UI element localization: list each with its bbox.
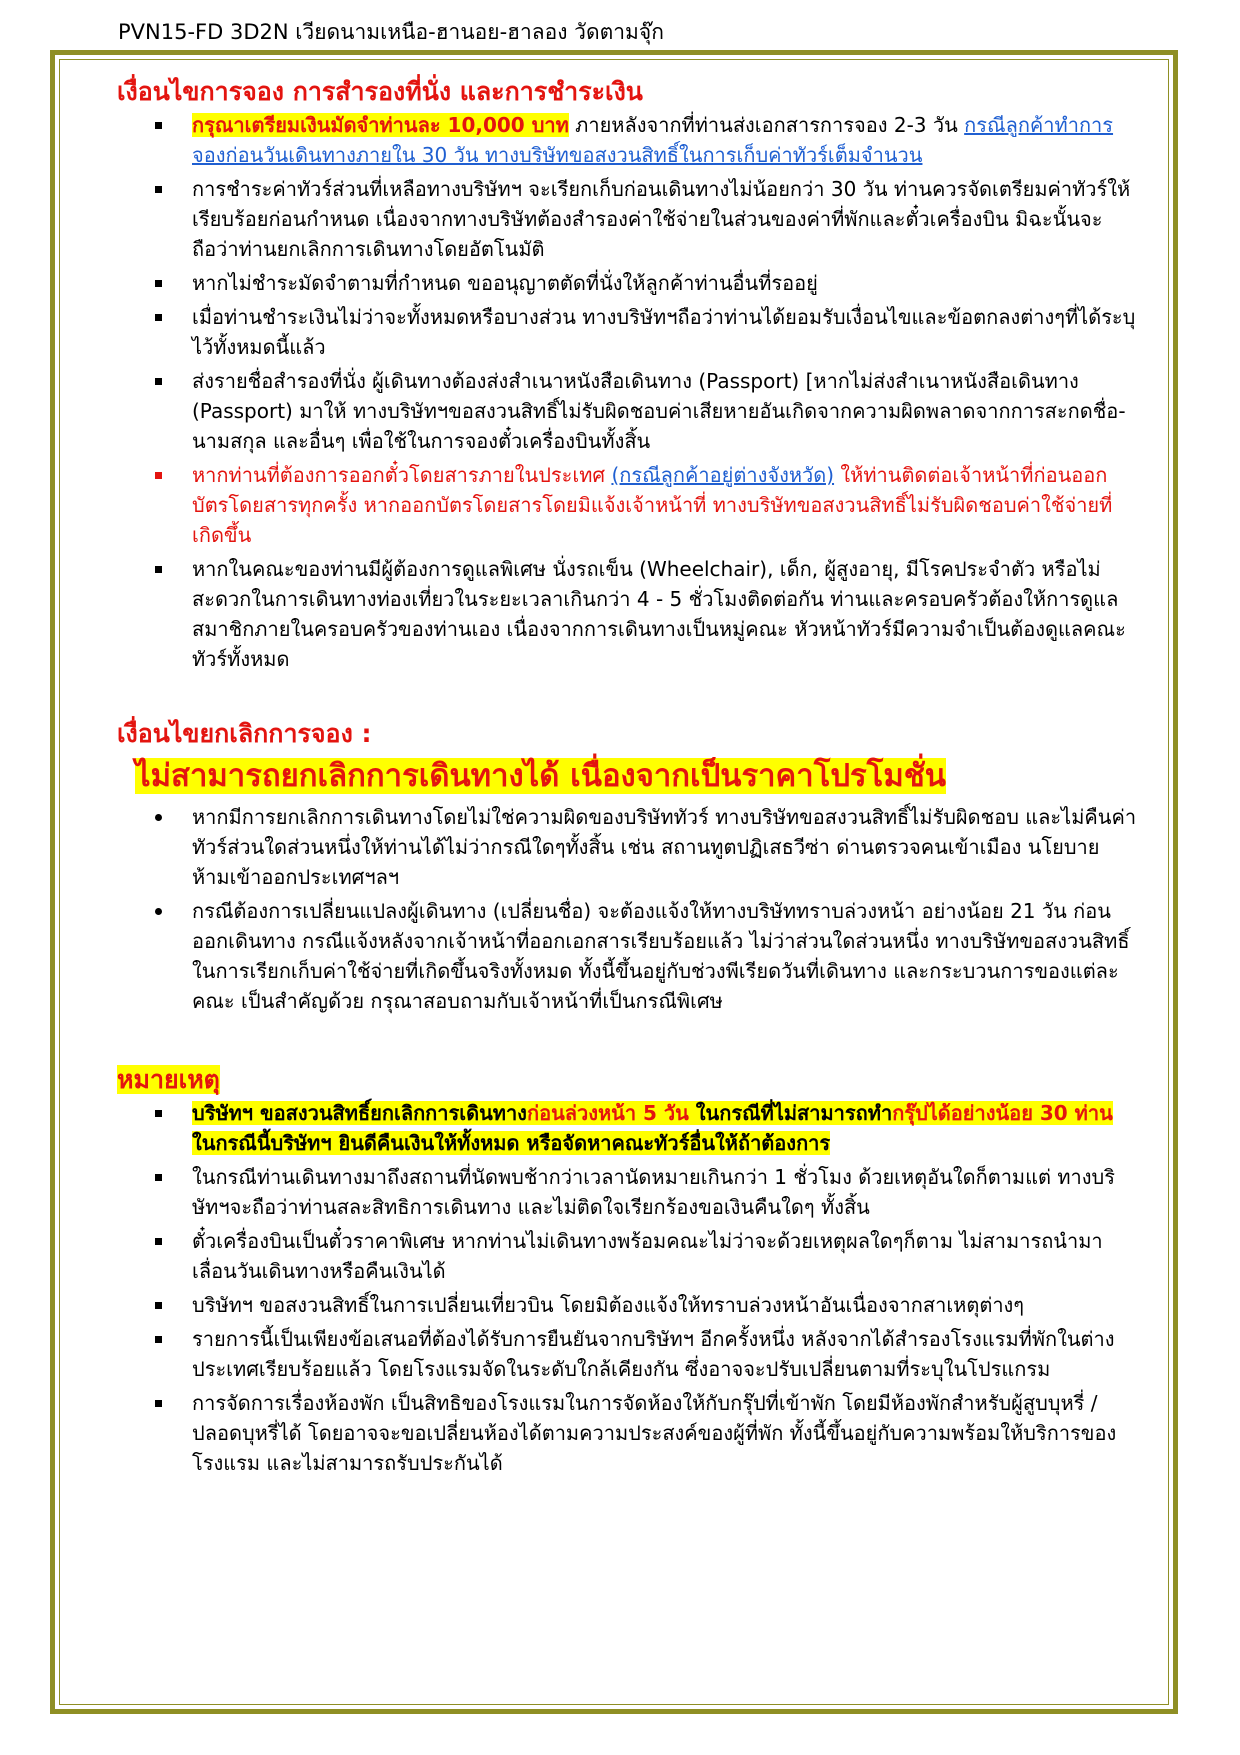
list-item-text: หากมีการยกเลิกการเดินทางโดยไม่ใช่ความผิดของบริษัททัวร์ ทางบริษัทขอสงวนสิทธิ์ไม่รับผิดชอบ และไม่คืนค่าทัวร์ส่วนใดส่วนหนึ่งให้ท่านได้ไม่ว่ากรณีใดๆทั้งสิ้น เช่น สถานทูตปฏิเสธวีซ่า ด่านตรวจคนเข้าเมือง นโยบายห้ามเข้าออกประเทศฯลฯ <box>192 805 1137 889</box>
list-item-text: หากท่านที่ต้องการออกตั๋วโดยสารภายในประเทศ <box>192 463 612 487</box>
list-item-text: หากไม่ชำระมัดจำตามที่กำหนด ขออนุญาตตัดที่นั่งให้ลูกค้าท่านอื่นที่รออยู่ <box>192 271 818 295</box>
list-item-text: ให้ท่านติดต่อเจ้าหน้าที่ก่อนออกบัตรโดยสารทุกครั้ง หากออกบัตรโดยสารโดยมิแจ้งเจ้าหน้าที่ ทางบริษัทขอสงวนสิทธิ์ไม่รับผิดชอบค่าใช้จ่ายที่เกิดขึ้น <box>192 463 1113 547</box>
document-header: PVN15-FD 3D2N เวียดนามเหนือ-ฮานอย-ฮาลอง วัดตามจุ๊ก <box>118 20 664 44</box>
cancellation-conditions-title: เงื่อนไขยกเลิกการจอง : <box>117 719 372 748</box>
cancellation-right-notice <box>192 1101 1113 1155</box>
list-item <box>117 1226 1137 1286</box>
cancellation-conditions-list <box>117 802 1137 1016</box>
square-bullet-icon <box>155 1302 162 1309</box>
no-cancellation-highlight: ไม่สามารถยกเลิกการเดินทางได้ เนื่องจากเป็นราคาโปรโมชั่น <box>135 758 946 794</box>
square-bullet-icon <box>155 280 162 287</box>
no-cancellation-notice <box>135 756 1137 796</box>
square-bullet-icon <box>155 1174 162 1181</box>
round-bullet-icon <box>155 814 162 821</box>
list-item-text: การจัดการเรื่องห้องพัก เป็นสิทธิของโรงแรมในการจัดห้องให้กับกรุ๊ปที่เข้าพัก โดยมีห้องพักสำหรับผู้สูบบุหรี่ / ปลอดบุหรี่ได้ โดยอาจจะขอเปลี่ยนห้องได้ตามความประสงค์ของผู้ที่พัก ทั้งนี้ขึ้นอยู่กับความพร้อมให้บริการของโรงแรม และไม่สามารถรับประกันได้ <box>192 1391 1117 1475</box>
remarks-title <box>117 1064 1137 1096</box>
list-item <box>117 896 1137 1016</box>
notice-part-red: ก่อนล่วงหน้า 5 วัน <box>526 1101 689 1125</box>
list-item <box>117 554 1137 674</box>
list-item <box>117 110 1137 170</box>
round-bullet-icon <box>155 908 162 915</box>
list-item <box>117 802 1137 892</box>
square-bullet-icon <box>155 1336 162 1343</box>
list-item-text: ตั๋วเครื่องบินเป็นตั๋วราคาพิเศษ หากท่านไม่เดินทางพร้อมคณะไม่ว่าจะด้วยเหตุผลใดๆก็ตาม ไม่สามารถนำมาเลื่อนวันเดินทางหรือคืนเงินได้ <box>192 1229 1103 1283</box>
list-item <box>117 1388 1137 1478</box>
list-item <box>117 1098 1137 1158</box>
list-item-text: การชำระค่าทัวร์ส่วนที่เหลือทางบริษัทฯ จะเรียกเก็บก่อนเดินทางไม่น้อยกว่า 30 วัน ท่านควรจัดเตรียมค่าทัวร์ให้เรียบร้อยก่อนกำหนด เนื่องจากทางบริษัทต้องสำรองค่าใช้จ่ายในส่วนของค่าที่พักและตั๋วเครื่องบิน มิฉะนั้นจะถือว่าท่านยกเลิกการเดินทางโดยอัตโนมัติ <box>192 177 1131 261</box>
booking-conditions-list <box>117 110 1137 674</box>
square-bullet-icon <box>155 1238 162 1245</box>
remarks-title-highlight: หมายเหตุ <box>117 1065 220 1094</box>
notice-part: ในกรณีที่ไม่สามารถทำ <box>688 1101 893 1125</box>
list-item <box>117 1290 1137 1320</box>
list-item-text: กรณีต้องการเปลี่ยนแปลงผู้เดินทาง (เปลี่ยนชื่อ) จะต้องแจ้งให้ทางบริษัททราบล่วงหน้า อย่างน้อย 21 วัน ก่อนออกเดินทาง กรณีแจ้งหลังจากเจ้าหน้าที่ออกเอกสารเรียบร้อยแล้ว ไม่ว่าส่วนใดส่วนหนึ่ง ทางบริษัทขอสงวนสิทธิ์ในการเรียกเก็บค่าใช้จ่ายที่เกิดขึ้นจริงทั้งหมด ทั้งนี้ขึ้นอยู่กับช่วงพีเรียดวันที่เดินทาง และกระบวนการของแต่ละคณะ เป็นสำคัญด้วย กรุณาสอบถามกับเจ้าหน้าที่เป็นกรณีพิเศษ <box>192 899 1130 1013</box>
list-item-text: หากในคณะของท่านมีผู้ต้องการดูแลพิเศษ นั่งรถเข็น (Wheelchair), เด็ก, ผู้สูงอายุ, มีโรคประจำตัว หรือไม่สะดวกในการเดินทางท่องเที่ยวในระยะเวลาเกินกว่า 4 - 5 ชั่วโมงติดต่อกัน ท่านและครอบครัวต้องให้การดูแลสมาชิกภายในครอบครัวของท่านเอง เนื่องจากการเดินทางเป็นหมู่คณะ หัวหน้าทัวร์มีความจำเป็นต้องดูแลคณะทัวร์ทั้งหมด <box>192 557 1126 671</box>
square-bullet-icon <box>155 186 162 193</box>
list-item-text: รายการนี้เป็นเพียงข้อเสนอที่ต้องได้รับการยืนยันจากบริษัทฯ อีกครั้งหนึ่ง หลังจากได้สำรองโรงแรมที่พักในต่างประเทศเรียบร้อยแล้ว โดยโรงแรมจัดในระดับใกล้เคียงกัน ซึ่งอาจจะปรับเปลี่ยนตามที่ระบุในโปรแกรม <box>192 1327 1115 1381</box>
square-bullet-icon <box>155 1400 162 1407</box>
list-item <box>117 302 1137 362</box>
list-item <box>117 1324 1137 1384</box>
list-item <box>117 268 1137 298</box>
list-item-text: ในกรณีท่านเดินทางมาถึงสถานที่นัดพบช้ากว่าเวลานัดหมายเกินกว่า 1 ชั่วโมง ด้วยเหตุอันใดก็ตามแต่ ทางบริษัทฯจะถือว่าท่านสละสิทธิการเดินทาง และไม่ติดใจเรียกร้องขอเงินคืนใดๆ ทั้งสิ้น <box>192 1165 1115 1219</box>
square-bullet-icon <box>155 566 162 573</box>
deposit-highlight: กรุณาเตรียมเงินมัดจำท่านละ 10,000 บาท <box>192 113 569 137</box>
notice-part: บริษัทฯ ขอสงวนสิทธิ์ยกเลิกการเดินทาง <box>192 1101 527 1125</box>
list-item <box>117 1162 1137 1222</box>
list-item <box>117 460 1137 550</box>
list-item <box>117 174 1137 264</box>
provincial-customer-link[interactable]: (กรณีลูกค้าอยู่ต่างจังหวัด) <box>611 463 835 487</box>
square-bullet-icon <box>155 472 162 479</box>
square-bullet-icon <box>155 1110 162 1117</box>
booking-conditions-title: เงื่อนไขการจอง การสำรองที่นั่ง และการชำระเงิน <box>117 77 643 106</box>
list-item-text: บริษัทฯ ขอสงวนสิทธิ์ในการเปลี่ยนเที่ยวบิน โดยมิต้องแจ้งให้ทราบล่วงหน้าอันเนื่องจากสาเหตุต่างๆ <box>192 1293 1025 1317</box>
square-bullet-icon <box>155 378 162 385</box>
document-body <box>117 76 1137 1482</box>
list-item-text: ภายหลังจากที่ท่านส่งเอกสารการจอง 2-3 วัน <box>568 113 965 137</box>
list-item <box>117 366 1137 456</box>
full-payment-link[interactable]: กรณีลูกค้าทำการจองก่อนวันเดินทางภายใน 30 วัน ทางบริษัทขอสงวนสิทธิ์ในการเก็บค่าทัวร์เต็มจำนวน <box>192 113 1114 167</box>
notice-part: ในกรณีนี้บริษัทฯ ยินดีคืนเงินให้ทั้งหมด หรือจัดหาคณะทัวร์อื่นให้ถ้าต้องการ <box>192 1131 831 1155</box>
list-item-text: ส่งรายชื่อสำรองที่นั่ง ผู้เดินทางต้องส่งสำเนาหนังสือเดินทาง (Passport) [หากไม่ส่งสำเนาหนังสือเดินทาง (Passport) มาให้ ทางบริษัทฯขอสงวนสิทธิ์ไม่รับผิดชอบค่าเสียหายอันเกิดจากความผิดพลาดจากการสะกดชื่อ-นามสกุล และอื่นๆ เพื่อใช้ในการจองตั๋วเครื่องบินทั้งสิ้น <box>192 369 1126 453</box>
notice-part-red: กรุ๊ปได้อย่างน้อย 30 ท่าน <box>892 1101 1113 1125</box>
square-bullet-icon <box>155 314 162 321</box>
list-item-text: เมื่อท่านชำระเงินไม่ว่าจะทั้งหมดหรือบางส่วน ทางบริษัทฯถือว่าท่านได้ยอมรับเงื่อนไขและข้อตกลงต่างๆที่ได้ระบุไว้ทั้งหมดนี้แล้ว <box>192 305 1136 359</box>
square-bullet-icon <box>155 122 162 129</box>
remarks-list <box>117 1098 1137 1478</box>
